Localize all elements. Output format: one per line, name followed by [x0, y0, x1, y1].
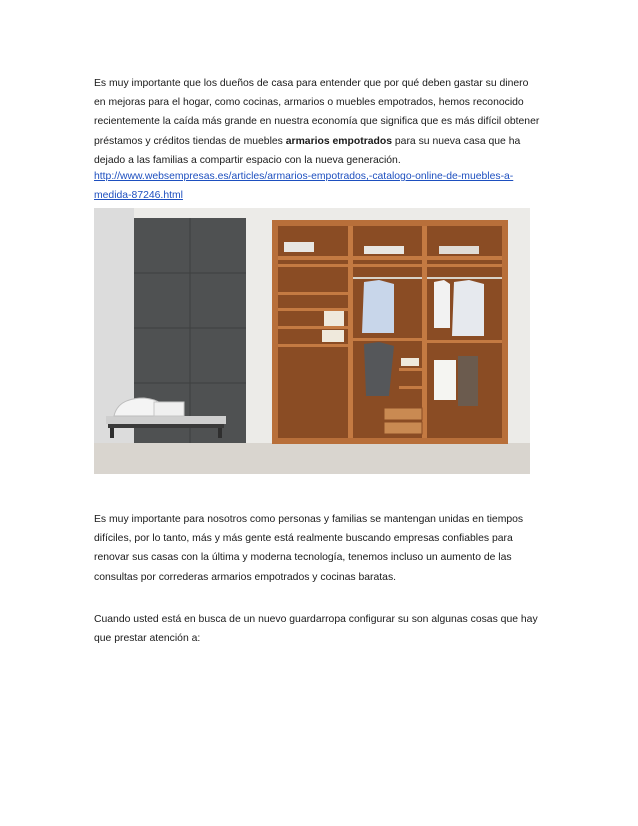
- text-line: que prestar atención a:: [94, 633, 201, 645]
- link-line[interactable]: medida-87246.html: [94, 190, 183, 202]
- text-line: consultas por correderas armarios empotrados y cocinas baratas.: [94, 571, 397, 583]
- text-line: recientemente la caída más grande en nuestra economía que significa que es más difícil obtener: [94, 116, 540, 128]
- second-paragraph: [94, 510, 546, 587]
- third-paragraph: [94, 610, 546, 648]
- text-line: dejado a las familias a compartir espacio con la nueva generación.: [94, 154, 401, 166]
- text-line: Cuando usted está en busca de un nuevo guardarropa configurar su son algunas cosas que hay: [94, 614, 538, 625]
- bold-keyword: armarios empotrados: [285, 135, 393, 147]
- text-line: en mejoras para el hogar, como cocinas, armarios o muebles empotrados, hemos reconocido: [94, 97, 524, 109]
- text-line: renovar sus casas con la última y moderna tecnología, tenemos incluso un aumento de las: [94, 552, 512, 564]
- text-line: préstamos y créditos tiendas de muebles: [94, 135, 286, 147]
- text-line: Es muy importante para nosotros como personas y familias se mantengan unidas en tiempos: [94, 514, 524, 525]
- catalog-link[interactable]: [94, 167, 546, 205]
- text-line: para su nueva casa que ha: [392, 135, 521, 147]
- wardrobe-photo: [94, 208, 530, 474]
- text-line: difíciles, por lo tanto, más y más gente está realmente buscando empresas confiables para: [94, 533, 513, 545]
- text-line: Es muy importante que los dueños de casa para entender que por qué deben gastar su dinero: [94, 78, 529, 89]
- link-line[interactable]: http://www.websempresas.es/articles/armarios-empotrados,-catalogo-online-de-muebles-a-: [94, 171, 514, 182]
- intro-paragraph: [94, 74, 546, 170]
